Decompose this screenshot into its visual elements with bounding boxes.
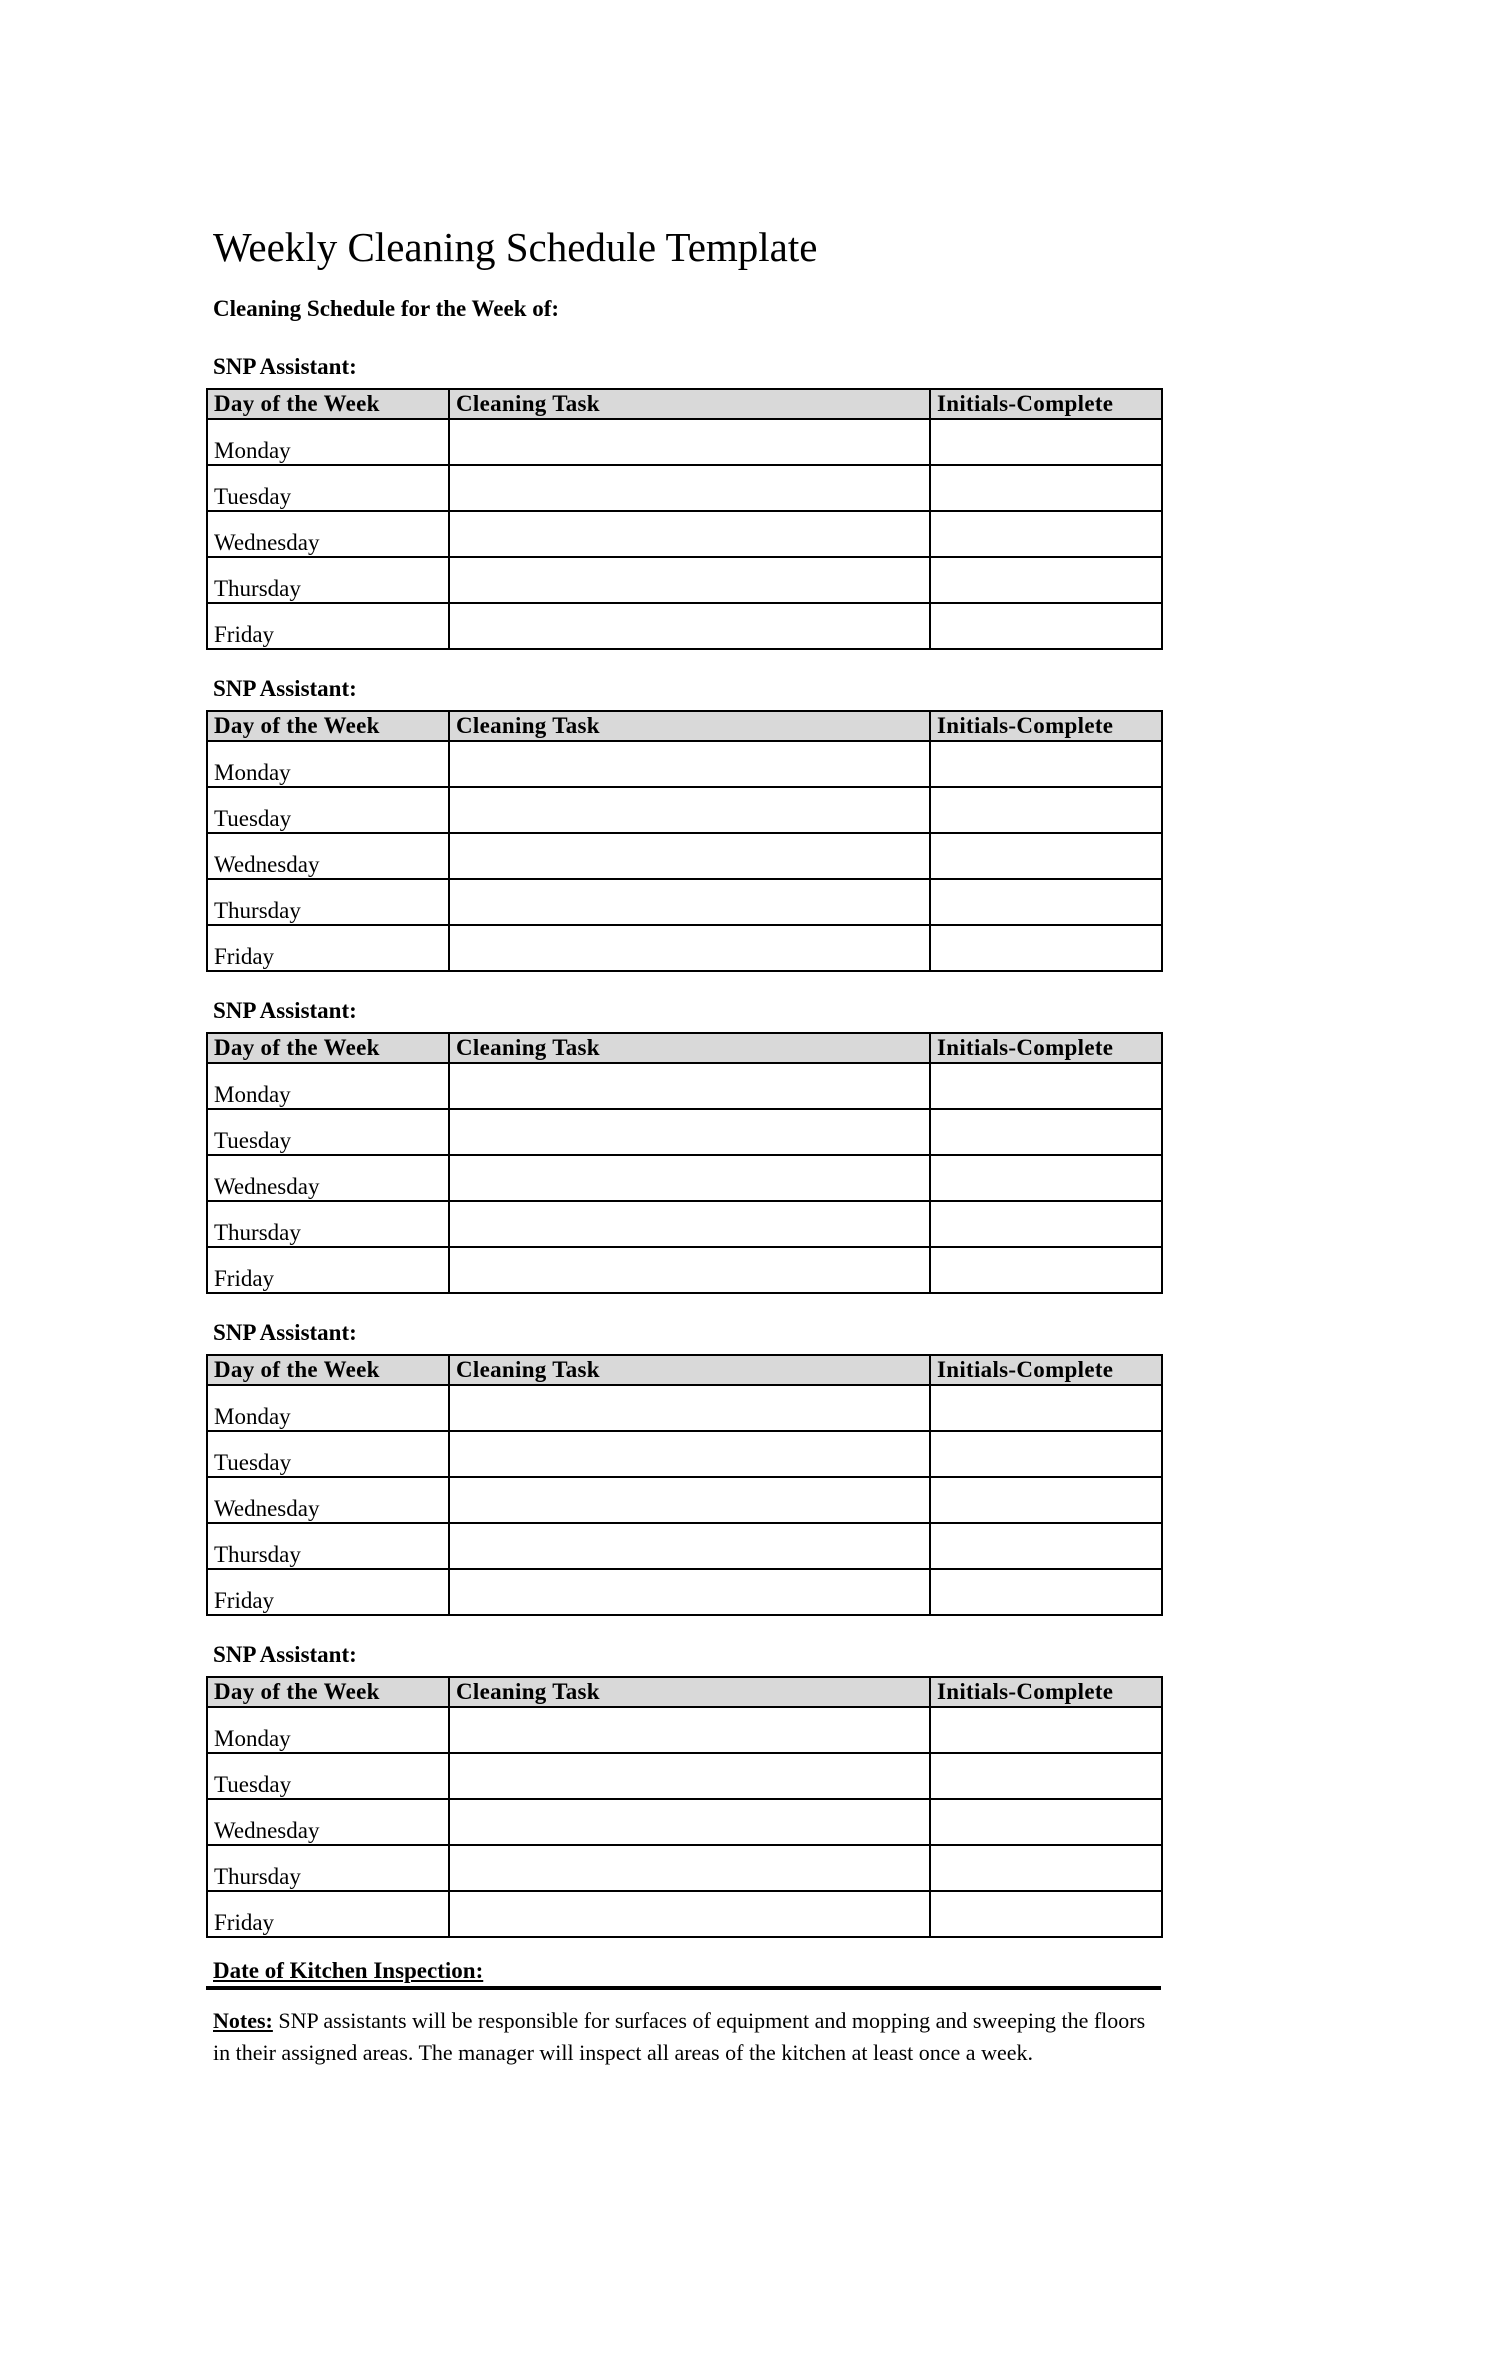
initials-complete-cell[interactable]: [930, 511, 1162, 557]
initials-complete-cell[interactable]: [930, 787, 1162, 833]
cleaning-task-cell[interactable]: [449, 1155, 930, 1201]
table-row: [207, 1477, 1162, 1523]
cleaning-task-cell[interactable]: [449, 1109, 930, 1155]
initials-complete-cell[interactable]: [930, 833, 1162, 879]
kitchen-inspection-line: [206, 1958, 1161, 1990]
snp-assistant-label: SNP Assistant:: [213, 354, 357, 379]
cleaning-task-cell[interactable]: [449, 787, 930, 833]
cleaning-task-cell[interactable]: [449, 1523, 930, 1569]
table-header-row: [207, 711, 1162, 741]
header-day-of-week: Day of the Week: [207, 1677, 449, 1707]
schedule-section: [206, 351, 1161, 650]
snp-assistant-label: SNP Assistant:: [213, 998, 357, 1023]
week-of-label: Cleaning Schedule for the Week of:: [213, 296, 560, 321]
initials-complete-cell[interactable]: [930, 1109, 1162, 1155]
cleaning-task-cell[interactable]: [449, 1891, 930, 1937]
snp-assistant-label: SNP Assistant:: [213, 676, 357, 701]
header-initials-complete: Initials-Complete: [930, 1355, 1162, 1385]
notes-paragraph: [213, 2005, 1161, 2069]
day-cell: Wednesday: [207, 511, 449, 557]
table-row: [207, 1845, 1162, 1891]
initials-complete-cell[interactable]: [930, 1063, 1162, 1109]
day-cell: Wednesday: [207, 1799, 449, 1845]
day-cell: Monday: [207, 1707, 449, 1753]
cleaning-task-cell[interactable]: [449, 1569, 930, 1615]
table-row: [207, 1063, 1162, 1109]
header-cleaning-task: Cleaning Task: [449, 1355, 930, 1385]
table-row: [207, 1523, 1162, 1569]
day-cell: Thursday: [207, 1201, 449, 1247]
cleaning-task-cell[interactable]: [449, 511, 930, 557]
initials-complete-cell[interactable]: [930, 925, 1162, 971]
snp-assistant-label: SNP Assistant:: [213, 1320, 357, 1345]
header-cleaning-task: Cleaning Task: [449, 389, 930, 419]
schedule-table: [206, 388, 1163, 650]
kitchen-inspection-label: Date of Kitchen Inspection:: [213, 1958, 484, 1983]
table-row: [207, 1201, 1162, 1247]
header-day-of-week: Day of the Week: [207, 1033, 449, 1063]
header-initials-complete: Initials-Complete: [930, 1677, 1162, 1707]
initials-complete-cell[interactable]: [930, 557, 1162, 603]
table-header-row: [207, 389, 1162, 419]
schedule-table: [206, 1032, 1163, 1294]
initials-complete-cell[interactable]: [930, 1891, 1162, 1937]
cleaning-task-cell[interactable]: [449, 557, 930, 603]
initials-complete-cell[interactable]: [930, 741, 1162, 787]
table-row: [207, 1385, 1162, 1431]
cleaning-task-cell[interactable]: [449, 1431, 930, 1477]
header-initials-complete: Initials-Complete: [930, 711, 1162, 741]
table-row: [207, 741, 1162, 787]
initials-complete-cell[interactable]: [930, 1569, 1162, 1615]
notes-label: Notes:: [213, 2008, 273, 2033]
table-row: [207, 833, 1162, 879]
schedule-section: [206, 1317, 1161, 1616]
table-row: [207, 465, 1162, 511]
table-header-row: [207, 1033, 1162, 1063]
schedule-table: [206, 710, 1163, 972]
initials-complete-cell[interactable]: [930, 1431, 1162, 1477]
day-cell: Tuesday: [207, 465, 449, 511]
cleaning-task-cell[interactable]: [449, 1247, 930, 1293]
schedule-section: [206, 673, 1161, 972]
initials-complete-cell[interactable]: [930, 1845, 1162, 1891]
day-cell: Friday: [207, 925, 449, 971]
day-cell: Tuesday: [207, 1109, 449, 1155]
table-header-row: [207, 1677, 1162, 1707]
cleaning-task-cell[interactable]: [449, 1799, 930, 1845]
day-cell: Tuesday: [207, 787, 449, 833]
day-cell: Monday: [207, 419, 449, 465]
cleaning-task-cell[interactable]: [449, 1707, 930, 1753]
table-row: [207, 879, 1162, 925]
schedule-table: [206, 1354, 1163, 1616]
header-day-of-week: Day of the Week: [207, 1355, 449, 1385]
table-row: [207, 1569, 1162, 1615]
document-title: Weekly Cleaning Schedule Template: [213, 224, 818, 270]
day-cell: Monday: [207, 1063, 449, 1109]
initials-complete-cell[interactable]: [930, 1385, 1162, 1431]
cleaning-task-cell[interactable]: [449, 833, 930, 879]
day-cell: Wednesday: [207, 1155, 449, 1201]
table-row: [207, 511, 1162, 557]
table-row: [207, 1431, 1162, 1477]
initials-complete-cell[interactable]: [930, 465, 1162, 511]
day-cell: Wednesday: [207, 1477, 449, 1523]
cleaning-task-cell[interactable]: [449, 925, 930, 971]
header-day-of-week: Day of the Week: [207, 711, 449, 741]
initials-complete-cell[interactable]: [930, 1753, 1162, 1799]
cleaning-task-cell[interactable]: [449, 1063, 930, 1109]
header-initials-complete: Initials-Complete: [930, 389, 1162, 419]
day-cell: Thursday: [207, 879, 449, 925]
cleaning-task-cell[interactable]: [449, 419, 930, 465]
day-cell: Monday: [207, 741, 449, 787]
header-day-of-week: Day of the Week: [207, 389, 449, 419]
day-cell: Friday: [207, 603, 449, 649]
initials-complete-cell[interactable]: [930, 1523, 1162, 1569]
header-cleaning-task: Cleaning Task: [449, 1033, 930, 1063]
day-cell: Tuesday: [207, 1431, 449, 1477]
header-cleaning-task: Cleaning Task: [449, 1677, 930, 1707]
cleaning-task-cell[interactable]: [449, 603, 930, 649]
table-header-row: [207, 1355, 1162, 1385]
day-cell: Friday: [207, 1569, 449, 1615]
day-cell: Wednesday: [207, 833, 449, 879]
table-row: [207, 1155, 1162, 1201]
cleaning-task-cell[interactable]: [449, 1385, 930, 1431]
cleaning-task-cell[interactable]: [449, 879, 930, 925]
initials-complete-cell[interactable]: [930, 1155, 1162, 1201]
initials-complete-cell[interactable]: [930, 1201, 1162, 1247]
day-cell: Thursday: [207, 557, 449, 603]
initials-complete-cell[interactable]: [930, 1477, 1162, 1523]
table-row: [207, 557, 1162, 603]
table-row: [207, 1707, 1162, 1753]
initials-complete-cell[interactable]: [930, 419, 1162, 465]
notes-text: SNP assistants will be responsible for surfaces of equipment and mopping and sweeping the floors in their assigned areas. The manager will inspect all areas of the kitchen at least once a week.: [213, 2008, 1146, 2065]
table-row: [207, 1753, 1162, 1799]
initials-complete-cell[interactable]: [930, 879, 1162, 925]
schedule-section: [206, 1639, 1161, 1938]
day-cell: Thursday: [207, 1845, 449, 1891]
cleaning-task-cell[interactable]: [449, 741, 930, 787]
header-cleaning-task: Cleaning Task: [449, 711, 930, 741]
initials-complete-cell[interactable]: [930, 1707, 1162, 1753]
table-row: [207, 1109, 1162, 1155]
table-row: [207, 419, 1162, 465]
table-row: [207, 603, 1162, 649]
table-row: [207, 1247, 1162, 1293]
table-row: [207, 1891, 1162, 1937]
day-cell: Monday: [207, 1385, 449, 1431]
cleaning-task-cell[interactable]: [449, 1477, 930, 1523]
snp-assistant-label: SNP Assistant:: [213, 1642, 357, 1667]
schedule-section: [206, 995, 1161, 1294]
initials-complete-cell[interactable]: [930, 1247, 1162, 1293]
day-cell: Thursday: [207, 1523, 449, 1569]
cleaning-task-cell[interactable]: [449, 1201, 930, 1247]
initials-complete-cell[interactable]: [930, 1799, 1162, 1845]
table-row: [207, 787, 1162, 833]
table-row: [207, 1799, 1162, 1845]
initials-complete-cell[interactable]: [930, 603, 1162, 649]
day-cell: Friday: [207, 1891, 449, 1937]
schedule-table: [206, 1676, 1163, 1938]
cleaning-task-cell[interactable]: [449, 1753, 930, 1799]
cleaning-task-cell[interactable]: [449, 465, 930, 511]
day-cell: Friday: [207, 1247, 449, 1293]
header-initials-complete: Initials-Complete: [930, 1033, 1162, 1063]
cleaning-task-cell[interactable]: [449, 1845, 930, 1891]
table-row: [207, 925, 1162, 971]
day-cell: Tuesday: [207, 1753, 449, 1799]
